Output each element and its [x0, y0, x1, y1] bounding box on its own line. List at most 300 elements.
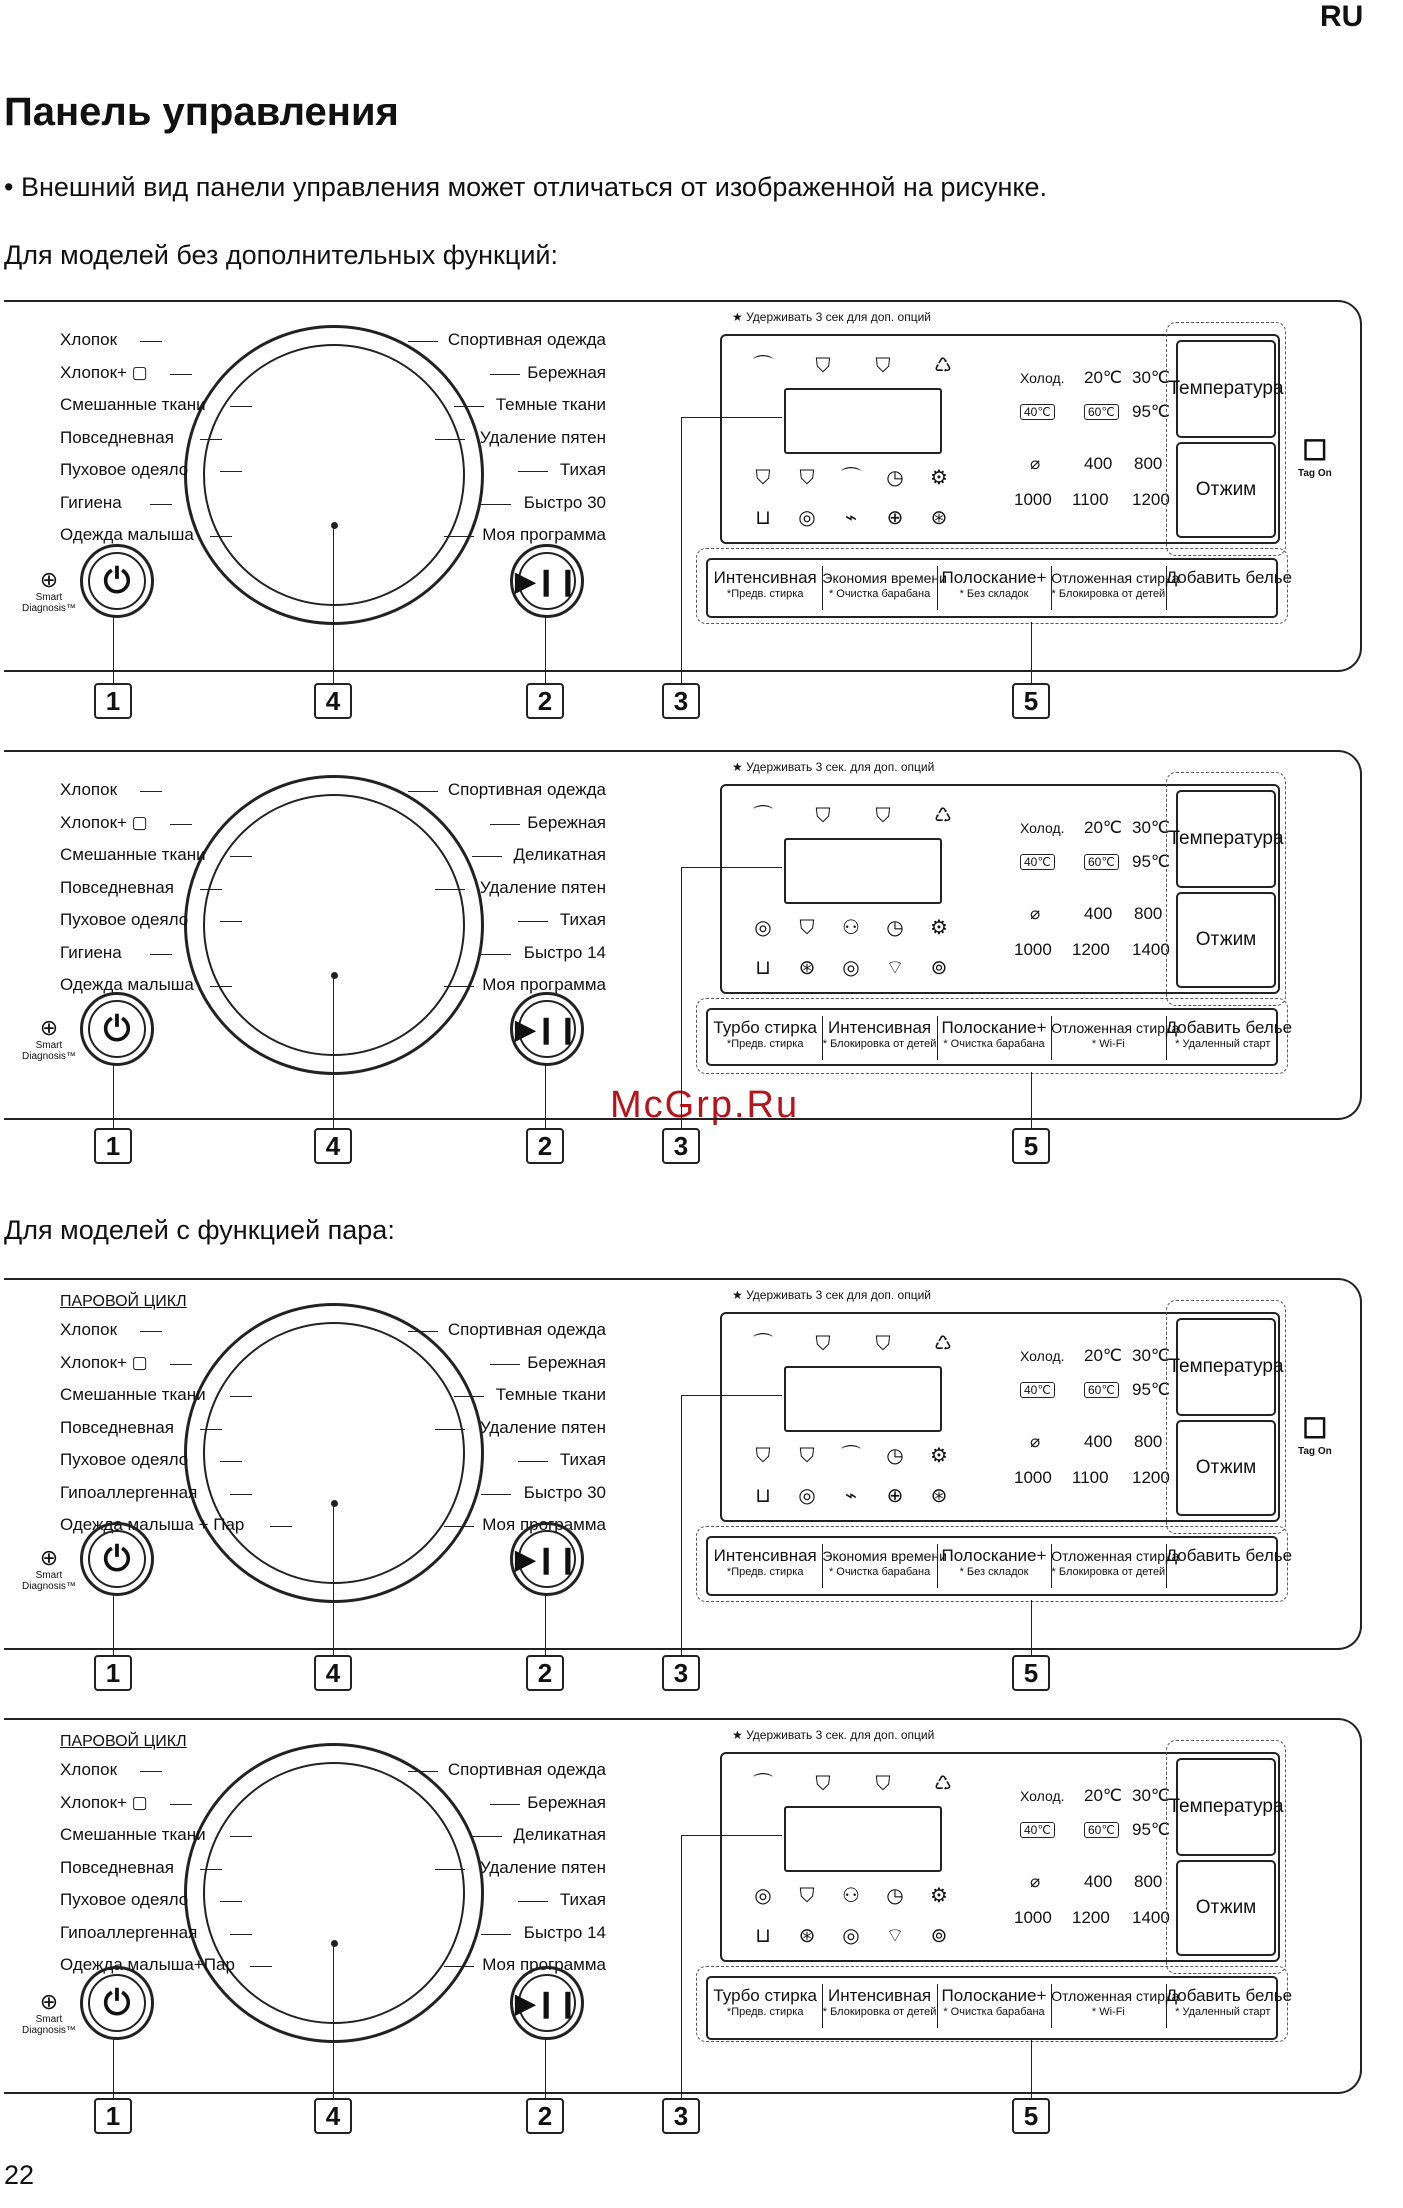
program-pointer-line [435, 1869, 465, 1870]
status-icon: ⊔ [755, 957, 771, 979]
program-pointer-line [200, 1429, 222, 1430]
temperature-option[interactable]: 20℃ [1084, 368, 1123, 387]
option-label: Добавить белье [1165, 1546, 1293, 1565]
program-dial[interactable] [184, 775, 484, 1075]
program-label-right[interactable]: Спортивная одежда [447, 1320, 606, 1339]
program-pointer-line [444, 986, 474, 987]
program-label-right[interactable]: Спортивная одежда [447, 780, 606, 799]
spin-option[interactable]: 1200 [1072, 1908, 1110, 1927]
callout-number: 3 [662, 1128, 700, 1164]
program-pointer-line [518, 1901, 548, 1902]
status-icon: ⌔ [885, 1925, 905, 1947]
page-number: 22 [4, 2160, 35, 2190]
options-dashed-frame [696, 548, 1293, 624]
program-label-left[interactable]: Смешанные ткани [60, 395, 206, 414]
power-icon: ⏻ [88, 1974, 146, 2032]
program-pointer-line [220, 471, 242, 472]
spin-button[interactable]: Отжим [1176, 1420, 1276, 1516]
status-icon: ⌁ [844, 507, 858, 529]
program-label-left[interactable]: Пуховое одеяло [60, 910, 189, 929]
program-label-right[interactable]: Удаление пятен [479, 877, 606, 897]
smart-diagnosis-logo [22, 568, 76, 614]
temperature-option[interactable]: 95℃ [1132, 1380, 1171, 1399]
start-pause-button[interactable] [510, 992, 584, 1066]
tag-on-label: Tag On [1298, 468, 1332, 479]
program-label-right[interactable]: Спортивная одежда [447, 330, 606, 349]
program-pointer-line [200, 889, 222, 890]
temperature-button[interactable]: Температура [1176, 1318, 1276, 1416]
status-icon: ◎ [798, 1485, 816, 1507]
spin-option[interactable]: ⌀ [1030, 904, 1041, 923]
program-label-left[interactable]: Одежда малыша [60, 525, 194, 544]
status-icon: ⛉ [875, 355, 891, 377]
temperature-option[interactable]: 20℃ [1084, 1346, 1123, 1365]
start-pause-icon: ▶❙❙ [518, 1000, 576, 1058]
spin-option[interactable]: 1000 [1014, 940, 1052, 959]
leader-line [681, 1835, 782, 1836]
option-hold-label: * Очистка барабана [943, 1038, 1045, 1050]
callout-number: 5 [1012, 1128, 1050, 1164]
start-pause-icon: ▶❙❙ [518, 1974, 576, 2032]
leader-line [681, 1835, 682, 2098]
program-dial[interactable] [184, 1303, 484, 1603]
callout-number: 2 [526, 683, 564, 719]
status-icon: ⛉ [815, 1773, 831, 1795]
status-icon: ◎ [842, 1925, 860, 1947]
spin-option[interactable]: ⌀ [1030, 1432, 1041, 1451]
program-label-left[interactable]: Гипоаллергенная [60, 1482, 198, 1502]
start-pause-icon: ▶❙❙ [518, 1530, 576, 1588]
power-icon: ⏻ [88, 1000, 146, 1058]
leader-line [681, 1395, 782, 1396]
smart-diagnosis-text: Smart [35, 1040, 63, 1051]
status-icon: ⌒ [753, 805, 773, 827]
option-label: Полоскание+ [941, 1986, 1047, 2005]
status-icon: ⛉ [755, 1445, 771, 1467]
option-label: Турбо стирка [713, 1986, 817, 2005]
digit-screen [784, 1806, 942, 1872]
dial-inner-ring [203, 1322, 465, 1584]
program-pointer-line [200, 439, 222, 440]
spin-button[interactable]: Отжим [1176, 892, 1276, 988]
option-label: Интенсивная [828, 1986, 932, 2005]
leader-line [545, 616, 546, 683]
dial-inner-ring [203, 1762, 465, 2024]
status-icon: ⊛ [930, 507, 948, 529]
callout-number: 5 [1012, 2098, 1050, 2134]
option-label: Интенсивная [713, 1546, 817, 1565]
program-label-right[interactable]: Моя программа [482, 1955, 606, 1974]
power-button[interactable] [80, 1522, 154, 1596]
leader-line [681, 417, 682, 683]
digit-screen [784, 388, 942, 454]
program-label-right[interactable]: Удаление пятен [479, 1857, 606, 1877]
program-pointer-line [435, 1429, 465, 1430]
appearance-note: • Внешний вид панели управления может отличаться от изображенной на рисунке. [4, 172, 1048, 202]
program-pointer-line [490, 374, 520, 375]
dial-inner-ring [203, 344, 465, 606]
option-label: Полоскание+ [941, 568, 1047, 587]
option-label: Интенсивная [713, 568, 817, 587]
program-pointer-line [518, 921, 548, 922]
leader-line [545, 1594, 546, 1655]
option-label: Добавить белье [1165, 1986, 1293, 2005]
program-pointer-line [481, 1494, 511, 1495]
program-label-left[interactable]: Смешанные ткани [60, 1385, 206, 1404]
temperature-option[interactable]: Холод. [1020, 1788, 1065, 1804]
leader-line [681, 867, 782, 868]
spin-option[interactable]: 800 [1134, 454, 1163, 473]
program-pointer-line [150, 954, 172, 955]
status-icon: ⛉ [815, 805, 831, 827]
program-label-right[interactable]: Спортивная одежда [447, 1760, 606, 1779]
program-label-right[interactable]: Быстро 14 [523, 1922, 606, 1942]
option-hold-label: * Блокировка от детей [822, 1038, 937, 1050]
program-label-left[interactable]: Повседневная [60, 1417, 174, 1437]
program-pointer-line [220, 1461, 242, 1462]
leader-line [545, 2038, 546, 2098]
tag-on-area[interactable] [1298, 1412, 1332, 1457]
leader-line [333, 524, 334, 683]
temperature-option[interactable]: 30℃ [1132, 1346, 1171, 1365]
smart-diagnosis-logo [22, 1546, 76, 1592]
option-label: Экономия времени [822, 570, 947, 586]
program-pointer-line [210, 536, 232, 537]
status-icon: ⊕ [886, 507, 904, 529]
power-button[interactable] [80, 1966, 154, 2040]
program-pointer-line [140, 1331, 162, 1332]
program-label-left[interactable]: Одежда малыша [60, 975, 194, 994]
callout-number: 4 [314, 683, 352, 719]
option-label: Добавить белье [1165, 1018, 1293, 1037]
start-pause-button[interactable] [510, 1966, 584, 2040]
status-icon: ⊕ [886, 1485, 904, 1507]
side-buttons-dashed-frame [1166, 322, 1286, 556]
status-icon: ⊚ [930, 957, 948, 979]
callout-number: 4 [314, 1655, 352, 1691]
spin-option[interactable]: 800 [1134, 1872, 1163, 1891]
program-label-right[interactable]: Тихая [559, 1450, 606, 1469]
spin-option[interactable]: 400 [1084, 454, 1113, 473]
option-label: Полоскание+ [941, 1546, 1047, 1565]
callout-number: 1 [94, 683, 132, 719]
program-pointer-line [170, 824, 192, 825]
program-pointer-line [230, 1396, 252, 1397]
program-pointer-line [472, 856, 502, 857]
program-label-left[interactable]: Хлопок+ ▢ [60, 812, 148, 832]
program-label-left[interactable]: Смешанные ткани [60, 845, 206, 864]
status-icon: ⌒ [753, 355, 773, 377]
program-label-right[interactable]: Тихая [559, 460, 606, 479]
option-hold-label: * Без складок [959, 1566, 1029, 1578]
smart-diagnosis-text: Diagnosis™ [22, 1581, 76, 1592]
program-label-right[interactable]: Бережная [527, 1352, 606, 1372]
status-icon: ⊔ [755, 507, 771, 529]
spin-option[interactable]: 800 [1134, 904, 1163, 923]
option-hold-label: * Очистка барабана [828, 1566, 931, 1578]
program-label-left[interactable]: Гигиена [60, 492, 122, 512]
spin-option[interactable]: 1200 [1072, 940, 1110, 959]
program-label-left[interactable]: Повседневная [60, 1857, 174, 1877]
temperature-button[interactable]: Температура [1176, 340, 1276, 438]
status-icon: ◷ [886, 917, 904, 939]
temperature-option-box[interactable]: 40℃ [1020, 1382, 1055, 1398]
spin-button[interactable]: Отжим [1176, 442, 1276, 538]
program-pointer-line [250, 1966, 272, 1967]
program-label-right[interactable]: Бережная [527, 812, 606, 832]
temperature-option-box[interactable]: 40℃ [1020, 854, 1055, 870]
program-label-right[interactable]: Моя программа [482, 1515, 606, 1534]
program-pointer-line [200, 1869, 222, 1870]
smart-diagnosis-icon: ⊕ [39, 567, 59, 592]
program-label-left[interactable]: Хлопок+ ▢ [60, 1792, 148, 1812]
spin-option[interactable]: 400 [1084, 904, 1113, 923]
callout-number: 1 [94, 1655, 132, 1691]
option-hold-label: *Предв. стирка [726, 1038, 804, 1050]
status-icon: ⊛ [798, 1925, 816, 1947]
program-pointer-line [230, 406, 252, 407]
program-label-right[interactable]: Быстро 30 [523, 1482, 606, 1502]
program-label-right[interactable]: Темные ткани [495, 1385, 606, 1404]
steam-cycle-header: ПАРОВОЙ ЦИКЛ [60, 1293, 187, 1310]
spin-option[interactable]: 400 [1084, 1432, 1113, 1451]
status-icon: ⊛ [930, 1485, 948, 1507]
program-pointer-line [490, 824, 520, 825]
option-hold-label: * Удаленный старт [1175, 2006, 1271, 2018]
spin-option[interactable]: 1200 [1132, 1468, 1170, 1487]
temperature-option[interactable]: Холод. [1020, 370, 1065, 386]
program-pointer-line [220, 921, 242, 922]
program-label-left[interactable]: Пуховое одеяло [60, 1450, 189, 1469]
side-buttons-dashed-frame [1166, 772, 1286, 1006]
leader-line [681, 417, 782, 418]
program-label-right[interactable]: Бережная [527, 362, 606, 382]
callout-number: 5 [1012, 683, 1050, 719]
start-pause-button[interactable] [510, 1522, 584, 1596]
program-label-right[interactable]: Тихая [559, 910, 606, 929]
program-label-left[interactable]: Пуховое одеяло [60, 460, 189, 479]
program-label-right[interactable]: Деликатная [513, 1825, 606, 1844]
spin-option[interactable]: 1200 [1132, 490, 1170, 509]
program-pointer-line [408, 1331, 438, 1332]
temperature-button[interactable]: Температура [1176, 1758, 1276, 1856]
program-pointer-line [444, 1526, 474, 1527]
power-button[interactable] [80, 992, 154, 1066]
program-label-left[interactable]: Хлопок [60, 330, 118, 349]
spin-option[interactable]: 1000 [1014, 490, 1052, 509]
leader-line [1031, 1072, 1032, 1128]
spin-option[interactable]: 1000 [1014, 1908, 1052, 1927]
status-icon: ◎ [754, 1885, 772, 1907]
status-icon: ⌒ [753, 1333, 773, 1355]
temperature-option[interactable]: 95℃ [1132, 402, 1171, 421]
program-pointer-line [490, 1804, 520, 1805]
program-pointer-line [408, 341, 438, 342]
status-icon: ⛉ [799, 1885, 815, 1907]
spin-option[interactable]: 800 [1134, 1432, 1163, 1451]
smart-diagnosis-logo [22, 1990, 76, 2036]
program-dial[interactable] [184, 325, 484, 625]
program-label-left[interactable]: Хлопок [60, 1320, 118, 1339]
option-label: Отложенная стирка [1051, 1020, 1180, 1036]
temperature-option[interactable]: 95℃ [1132, 852, 1171, 871]
temperature-option[interactable]: 30℃ [1132, 368, 1171, 387]
program-label-left[interactable]: Хлопок [60, 1760, 118, 1779]
callout-number: 2 [526, 1655, 564, 1691]
program-pointer-line [444, 1966, 474, 1967]
callout-number: 1 [94, 1128, 132, 1164]
control-panel [4, 300, 1362, 672]
temperature-option-box[interactable]: 60℃ [1084, 1822, 1119, 1838]
status-icon: ⛉ [799, 467, 815, 489]
status-icon: ◎ [754, 917, 772, 939]
callout-number: 1 [94, 2098, 132, 2134]
program-dial[interactable] [184, 1743, 484, 2043]
status-icon: ⛉ [799, 1445, 815, 1467]
program-label-right[interactable]: Бережная [527, 1792, 606, 1812]
temperature-option-box[interactable]: 60℃ [1084, 1382, 1119, 1398]
status-icon: ⛉ [875, 1773, 891, 1795]
program-label-right[interactable]: Моя программа [482, 975, 606, 994]
program-label-right[interactable]: Быстро 30 [523, 492, 606, 512]
spin-option[interactable]: 1400 [1132, 1908, 1170, 1927]
status-icon: ⛉ [755, 467, 771, 489]
callout-number: 4 [314, 2098, 352, 2134]
status-icon: ⌁ [844, 1485, 858, 1507]
program-label-left[interactable]: Одежда малыша + Пар [60, 1515, 245, 1534]
status-icon: ◷ [886, 1445, 904, 1467]
spin-option[interactable]: 1400 [1132, 940, 1170, 959]
temperature-button[interactable]: Температура [1176, 790, 1276, 888]
tag-on-label: Tag On [1298, 1446, 1332, 1457]
smart-diagnosis-logo [22, 1016, 76, 1062]
leader-line [113, 1064, 114, 1128]
leader-line [545, 1064, 546, 1128]
program-label-left[interactable]: Смешанные ткани [60, 1825, 206, 1844]
page-title: Панель управления [4, 90, 399, 134]
power-icon: ⏻ [88, 552, 146, 610]
temperature-option-box[interactable]: 60℃ [1084, 404, 1119, 420]
program-label-right[interactable]: Тихая [559, 1890, 606, 1909]
power-button[interactable] [80, 544, 154, 618]
program-pointer-line [408, 1771, 438, 1772]
spin-option[interactable]: 1000 [1014, 1468, 1052, 1487]
program-label-right[interactable]: Удаление пятен [479, 1417, 606, 1437]
status-icon: ⚇ [842, 1885, 860, 1907]
power-icon: ⏻ [88, 1530, 146, 1588]
program-label-right[interactable]: Быстро 14 [523, 942, 606, 962]
temperature-option[interactable]: 95℃ [1132, 1820, 1171, 1839]
program-label-left[interactable]: Хлопок [60, 780, 118, 799]
status-icon: ⛉ [875, 805, 891, 827]
program-label-left[interactable]: Гипоаллергенная [60, 1922, 198, 1942]
option-hold-label: * Блокировка от детей [1051, 588, 1166, 600]
status-icon: ⛉ [815, 355, 831, 377]
spin-option[interactable]: 400 [1084, 1872, 1113, 1891]
option-label: Отложенная стирка [1051, 570, 1180, 586]
program-pointer-line [140, 791, 162, 792]
status-icon: ⛉ [815, 1333, 831, 1355]
status-icon: ⚙ [930, 467, 948, 489]
option-hold-label: *Предв. стирка [726, 1566, 804, 1578]
program-label-right[interactable]: Деликатная [513, 845, 606, 864]
status-icon: ⚙ [930, 917, 948, 939]
hold-options-note: ★ Удерживать 3 сек для доп. опций [732, 310, 931, 324]
temperature-option[interactable]: 30℃ [1132, 818, 1171, 837]
option-hold-label: *Предв. стирка [726, 588, 804, 600]
temperature-option[interactable]: 20℃ [1084, 818, 1123, 837]
control-panel [4, 1718, 1362, 2094]
options-dashed-frame [696, 998, 1293, 1074]
status-icon: ⛉ [875, 1333, 891, 1355]
smart-diagnosis-text: Diagnosis™ [22, 2025, 76, 2036]
temperature-option-box[interactable]: 60℃ [1084, 854, 1119, 870]
tag-on-icon: ☐ [1302, 1413, 1328, 1444]
program-pointer-line [472, 1836, 502, 1837]
program-pointer-line [150, 504, 172, 505]
status-icon: ⌔ [885, 957, 905, 979]
callout-number: 2 [526, 2098, 564, 2134]
program-pointer-line [230, 1934, 252, 1935]
start-pause-button[interactable] [510, 544, 584, 618]
program-label-left[interactable]: Повседневная [60, 427, 174, 447]
status-icon: ⌒ [841, 467, 861, 489]
temperature-option-box[interactable]: 40℃ [1020, 404, 1055, 420]
tag-on-area[interactable] [1298, 434, 1332, 479]
program-label-left[interactable]: Хлопок+ ▢ [60, 1352, 148, 1372]
program-pointer-line [230, 1494, 252, 1495]
leader-line [681, 1395, 682, 1655]
program-pointer-line [140, 341, 162, 342]
program-label-right[interactable]: Удаление пятен [479, 427, 606, 447]
spin-option[interactable]: 1100 [1072, 1468, 1109, 1487]
option-hold-label: * Очистка барабана [943, 2006, 1045, 2018]
program-label-left[interactable]: Гигиена [60, 942, 122, 962]
temperature-option[interactable]: Холод. [1020, 820, 1065, 836]
smart-diagnosis-icon: ⊕ [39, 1545, 59, 1570]
spin-button[interactable]: Отжим [1176, 1860, 1276, 1956]
side-buttons-dashed-frame [1166, 1300, 1286, 1534]
hold-options-note: ★ Удерживать 3 сек. для доп. опций [732, 1728, 935, 1742]
callout-number: 2 [526, 1128, 564, 1164]
status-icon: ◷ [886, 1885, 904, 1907]
program-pointer-line [435, 439, 465, 440]
temperature-option[interactable]: 30℃ [1132, 1786, 1171, 1805]
temperature-option-box[interactable]: 40℃ [1020, 1822, 1055, 1838]
spin-option[interactable]: ⌀ [1030, 454, 1041, 473]
tag-on-icon: ☐ [1302, 435, 1328, 466]
dial-inner-ring [203, 794, 465, 1056]
program-label-left[interactable]: Одежда малыша+Пар [60, 1955, 235, 1974]
callout-number: 3 [662, 2098, 700, 2134]
spin-option[interactable]: ⌀ [1030, 1872, 1041, 1891]
status-icon: ⊔ [755, 1485, 771, 1507]
program-label-right[interactable]: Темные ткани [495, 395, 606, 414]
status-icon: ♺ [934, 805, 952, 827]
spin-option[interactable]: 1100 [1072, 490, 1109, 509]
program-label-left[interactable]: Хлопок+ ▢ [60, 362, 148, 382]
program-pointer-line [481, 1934, 511, 1935]
program-label-right[interactable]: Моя программа [482, 525, 606, 544]
program-label-left[interactable]: Пуховое одеяло [60, 1890, 189, 1909]
smart-diagnosis-text: Diagnosis™ [22, 603, 76, 614]
program-pointer-line [444, 536, 474, 537]
callout-number: 3 [662, 683, 700, 719]
temperature-option[interactable]: Холод. [1020, 1348, 1065, 1364]
side-buttons-dashed-frame [1166, 1740, 1286, 1974]
temperature-option[interactable]: 20℃ [1084, 1786, 1123, 1805]
program-label-left[interactable]: Повседневная [60, 877, 174, 897]
